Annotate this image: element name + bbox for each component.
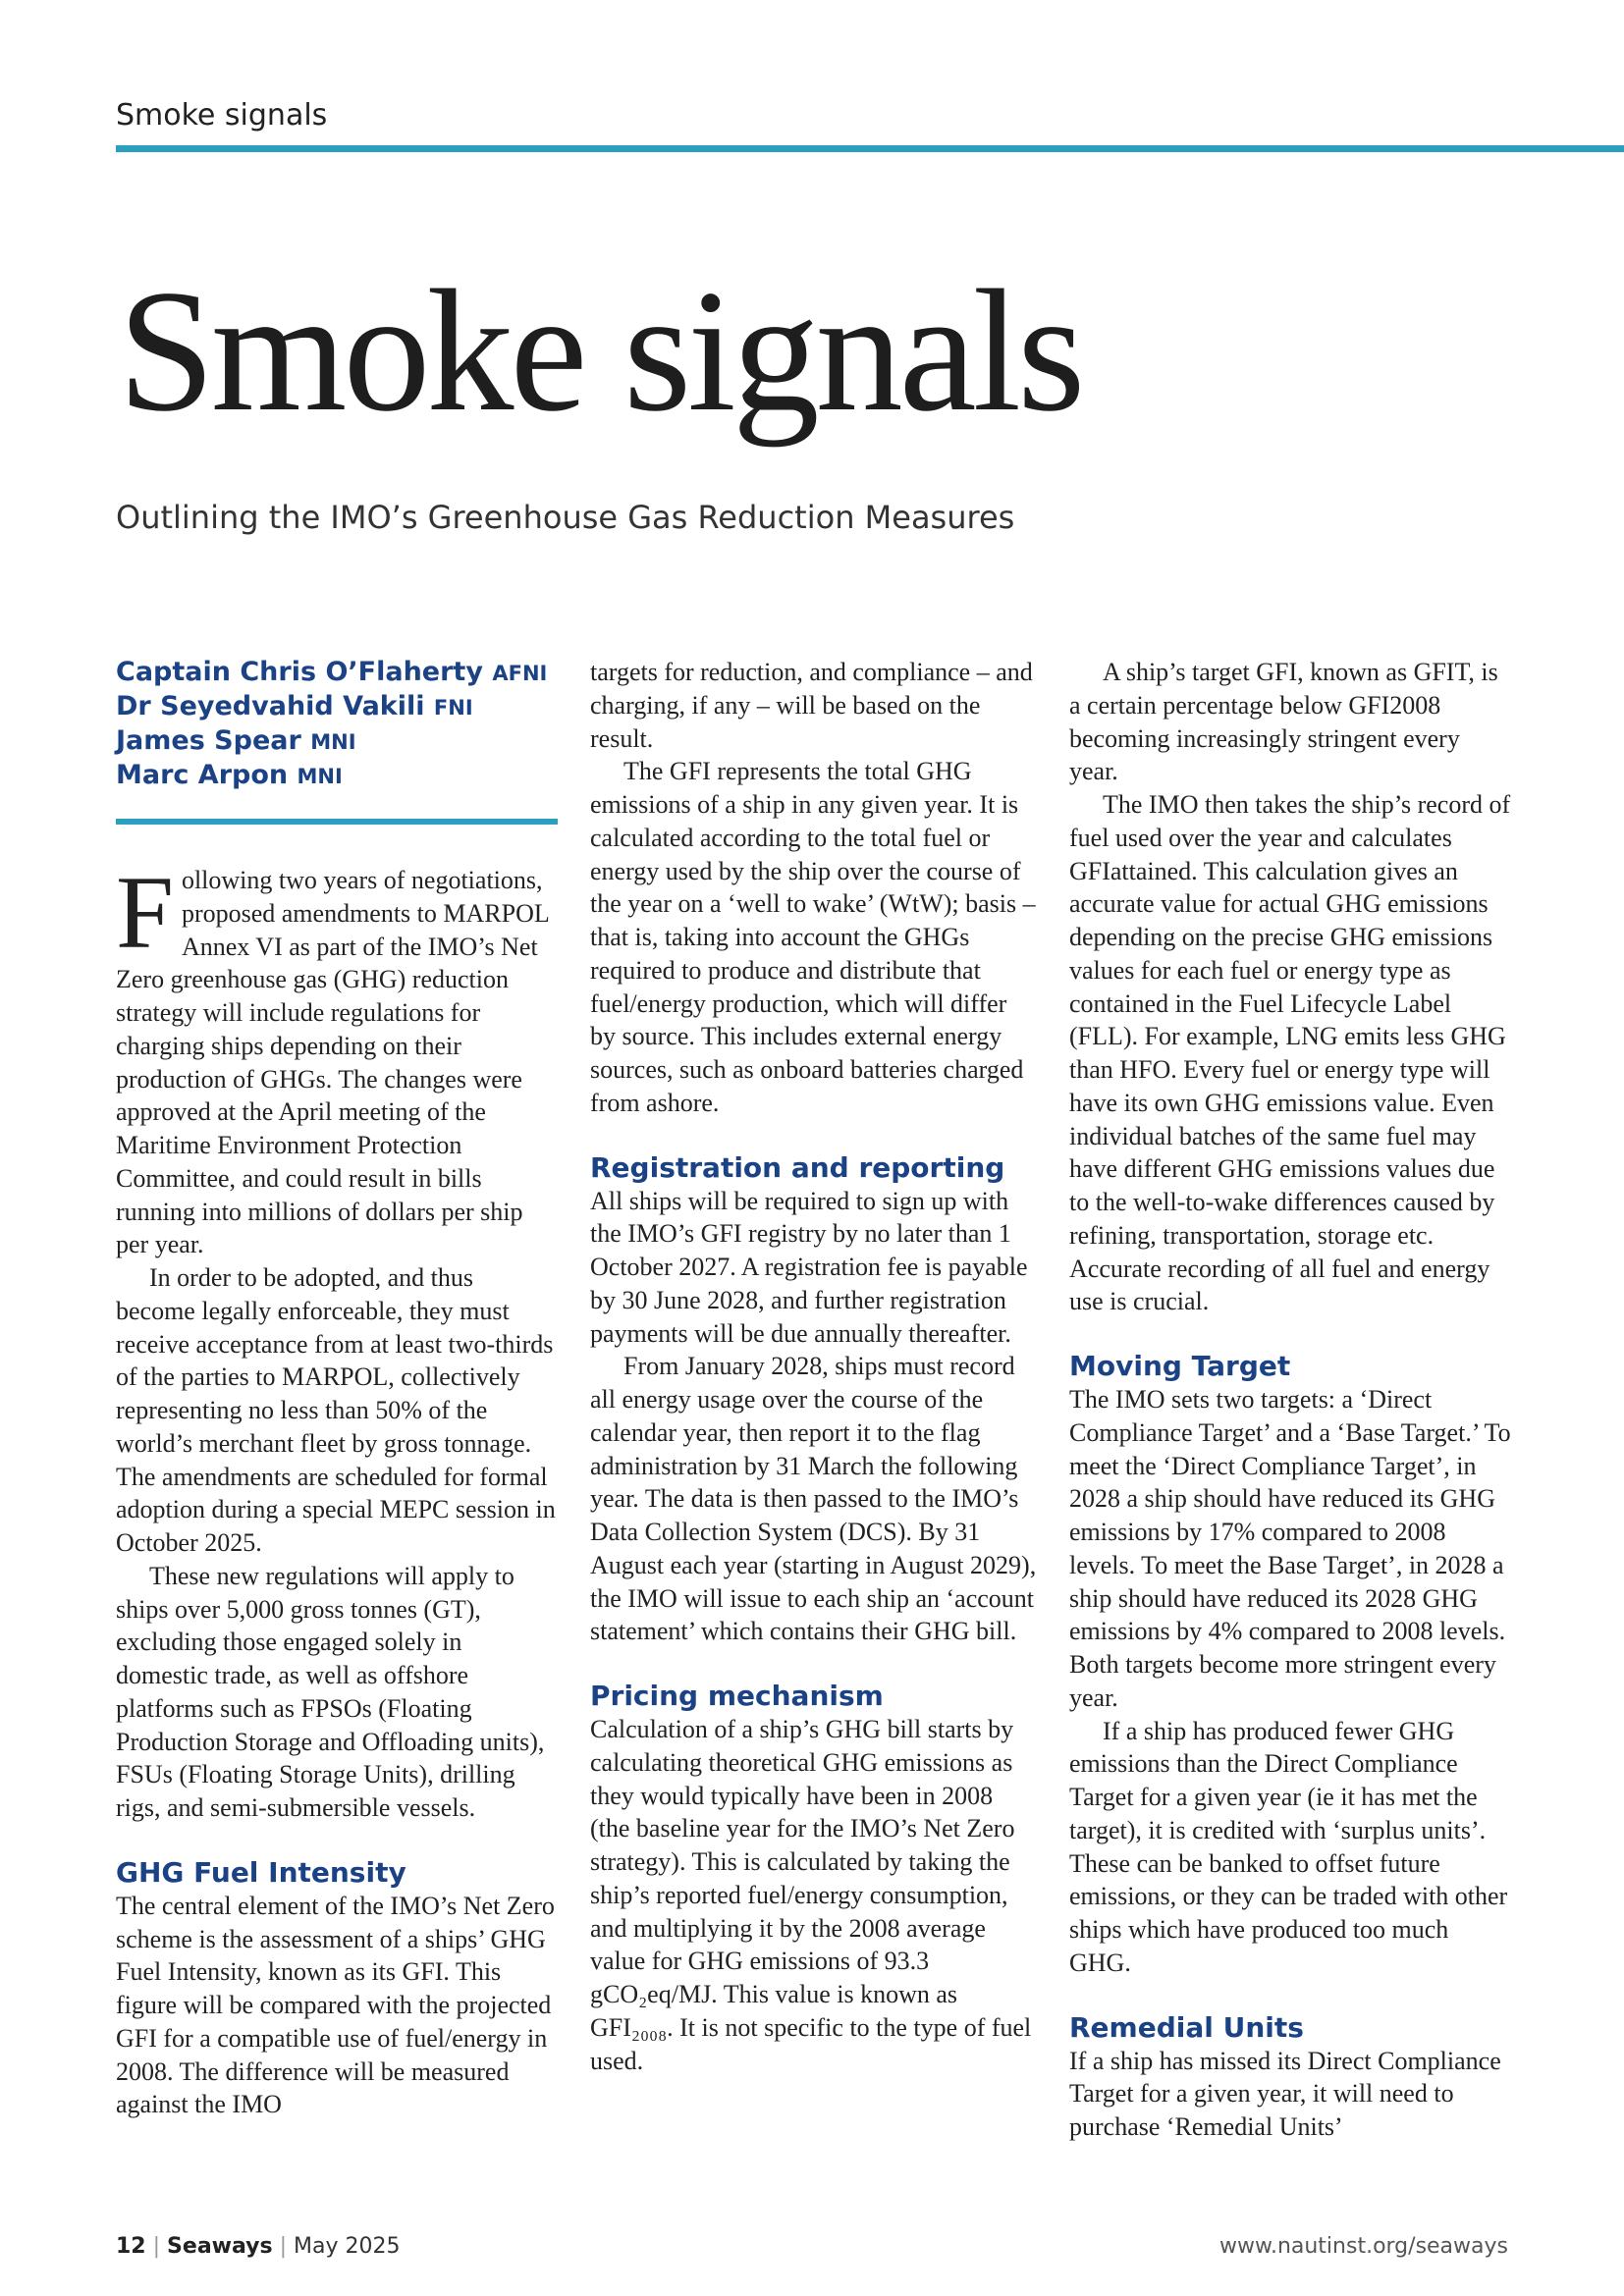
- body-paragraph: Calculation of a ship’s GHG bill starts by calculating theoretical GHG emissions as they would typically have been in 2008 (the baseline year for the IMO’s Net Zero strategy). This is calculated by taking the ship’s reported fuel/energy consumption, and multiplying it by the 2008 average value for GHG emissions of 93.3 gCO₂eq/MJ. This value is known as GFI₂₀₀₈. It is not specific to the type of fuel used.: [590, 1715, 1032, 2075]
- author-suffix: MNI: [310, 730, 356, 754]
- body-paragraph: If a ship has missed its Direct Compliance Target for a given year, it will need to purchase ‘Remedial Units’: [1069, 2046, 1501, 2141]
- footer-separator: |: [279, 2234, 288, 2259]
- section-label: Smoke signals: [116, 98, 328, 133]
- author-suffix: AFNI: [492, 662, 548, 685]
- author-suffix: FNI: [433, 696, 473, 720]
- body-paragraph: If a ship has produced fewer GHG emissions than the Direct Compliance Target for a given year (ie it has met the target), it is credited with ‘surplus units’. These can be banked to offset future emissions, or they can be traded with other ships which have produced too much GHG.: [1069, 1716, 1508, 1977]
- magazine-name: Seaways: [167, 2234, 273, 2259]
- section-heading-pricing: Pricing mechanism: [590, 1680, 884, 1712]
- author-name: James Spear: [116, 725, 301, 756]
- author-name: Marc Arpon: [116, 760, 289, 790]
- author-line: [116, 656, 558, 690]
- author-name: Captain Chris O’Flaherty: [116, 657, 483, 687]
- page-number: 12: [116, 2234, 146, 2259]
- section-heading-moving-target: Moving Target: [1069, 1350, 1291, 1382]
- footer-separator: |: [152, 2234, 161, 2259]
- section-heading-remedial-units: Remedial Units: [1069, 2010, 1304, 2044]
- drop-cap: F: [116, 855, 174, 970]
- author-suffix: MNI: [297, 765, 343, 788]
- author-line: [116, 690, 558, 724]
- article-subtitle: Outlining the IMO’s Greenhouse Gas Reduction Measures: [116, 499, 1015, 536]
- article-title: Smoke signals: [118, 253, 1082, 448]
- header-rule: [116, 145, 1624, 152]
- issue-date: May 2025: [294, 2234, 401, 2259]
- body-paragraph: The IMO then takes the ship’s record of fuel used over the year and calculates GFIattained. This calculation gives an accurate value for actual GHG emissions depending on the precise GHG emissions values for each fuel or energy type as contained in the Fuel Lifecycle Label (FLL). For example, LNG emits less GHG than HFO. Every fuel or energy type will have its own GHG emissions value. Even individual batches of the same fuel may have different GHG emissions values due to the well-to-wake differences caused by refining, transportation, storage etc. Accurate recording of all fuel and energy use is crucial.: [1069, 790, 1511, 1316]
- body-paragraph: The central element of the IMO’s Net Zero scheme is the assessment of a ships’ GHG Fuel Intensity, known as its GFI. This figure will be compared with the projected GFI for a compatible use of fuel/energy in 2008. The difference will be measured against the IMO: [116, 1891, 555, 2119]
- body-paragraph: All ships will be required to sign up with the IMO’s GFI registry by no later than 1 October 2027. A registration fee is payable by 30 June 2028, and further registration payments will be due annually thereafter.: [590, 1186, 1028, 1348]
- body-paragraph: targets for reduction, and compliance – and charging, if any – will be based on the result.: [590, 658, 1033, 753]
- footer-folio: [116, 2234, 400, 2259]
- section-heading-registration: Registration and reporting: [590, 1150, 1005, 1184]
- paragraph-text: ollowing two years of negotiations, proposed amendments to MARPOL Annex VI as part of the IMO’s Net Zero greenhouse gas (GHG) reduction strategy will include regulations for charging ships depending on their production of GHGs. The changes were approved at the April meeting of the Maritime Environment Protection Committee, and could result in bills running into millions of dollars per ship per year.: [116, 866, 549, 1259]
- footer-url[interactable]: www.nautinst.org/seaways: [1218, 2234, 1508, 2259]
- column-1: [116, 656, 558, 2121]
- body-paragraph: These new regulations will apply to ships over 5,000 gross tonnes (GT), excluding those engaged solely in domestic trade, as well as offshore platforms such as FPSOs (Floating Production Storage and Offloading units), FSUs (Floating Storage Units), drilling rigs, and semi-submersible vessels.: [116, 1561, 545, 1822]
- column-3: [1069, 656, 1513, 2144]
- body-paragraph: A ship’s target GFI, known as GFIT, is a certain percentage below GFI2008 becoming increasingly stringent every year.: [1069, 658, 1498, 786]
- column-2: [590, 656, 1037, 2077]
- body-paragraph: From January 2028, ships must record all energy usage over the course of the calendar year, then report it to the flag administration by 31 March the following year. The data is then passed to the IMO’s Data Collection System (DCS). By 31 August each year (starting in August 2029), the IMO will issue to each ship an ‘account statement’ which contains their GHG bill.: [590, 1352, 1037, 1646]
- author-line: [116, 759, 558, 793]
- section-heading-ghg-fuel-intensity: GHG Fuel Intensity: [116, 1855, 406, 1889]
- body-paragraph: The GFI represents the total GHG emissions of a ship in any given year. It is calculated according to the total fuel or energy used by the ship over the course of the year on a ‘well to wake’ (WtW); basis – that is, taking into account the GHGs required to produce and distribute that fuel/energy production, which will differ by source. This includes external energy sources, such as onboard batteries charged from ashore.: [590, 757, 1036, 1117]
- author-name: Dr Seyedvahid Vakili: [116, 691, 425, 721]
- author-rule: [116, 819, 558, 825]
- author-line: [116, 724, 558, 759]
- body-paragraph: In order to be adopted, and thus become legally enforceable, they must receive acceptance from at least two-thirds of the parties to MARPOL, collectively representing no less than 50% of the world’s merchant fleet by gross tonnage. The amendments are scheduled for formal adoption during a special MEPC session in October 2025.: [116, 1263, 556, 1557]
- body-paragraph: [116, 855, 558, 1261]
- author-list: [116, 656, 558, 793]
- body-paragraph: The IMO sets two targets: a ‘Direct Compliance Target’ and a ‘Base Target.’ To meet the ‘Direct Compliance Target’, in 2028 a ship should have reduced its GHG emissions by 17% compared to 2008 levels. To meet the Base Target’, in 2028 a ship should have reduced its 2028 GHG emissions by 4% compared to 2008 levels. Both targets become more stringent every year.: [1069, 1385, 1511, 1712]
